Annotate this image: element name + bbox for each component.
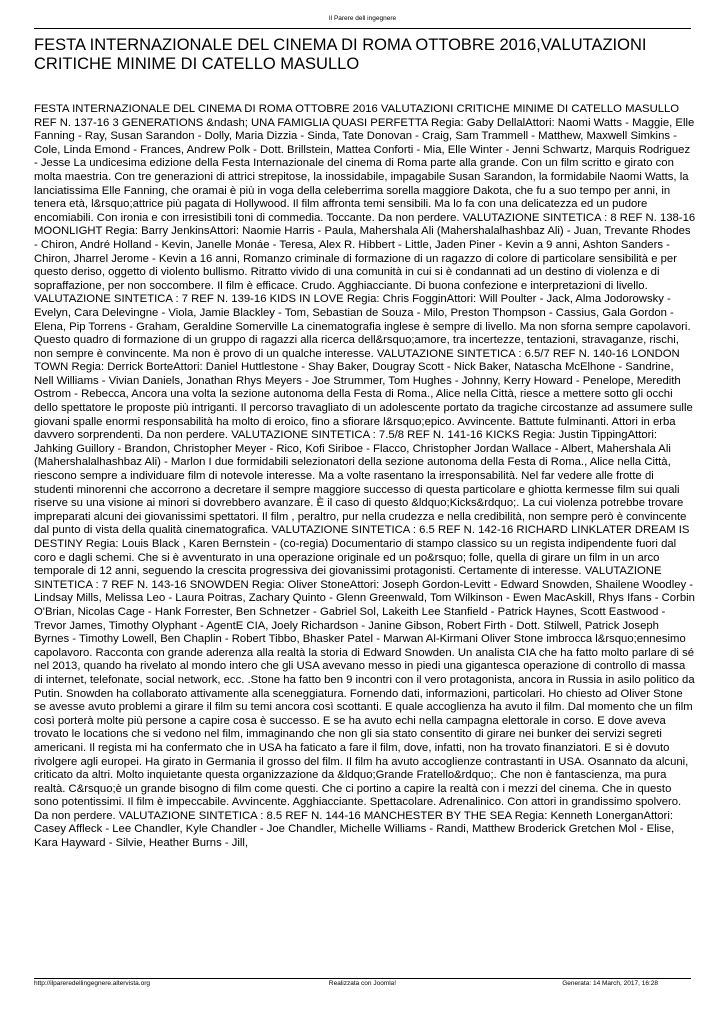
- footer-site-url: http://ilpareredellingegnere.altervista.org: [34, 980, 150, 987]
- footer-generated-date: Generata: 14 March, 2017, 16:28: [562, 980, 658, 987]
- header-divider: [34, 28, 691, 29]
- page-footer: [34, 979, 691, 989]
- footer-made-with: Realizzata con Joomla!: [328, 980, 397, 987]
- article-title: FESTA INTERNAZIONALE DEL CINEMA DI ROMA OTTOBRE 2016,VALUTAZIONI CRITICHE MINIME DI CATELLO MASULLO: [34, 36, 647, 73]
- article-body: FESTA INTERNAZIONALE DEL CINEMA DI ROMA OTTOBRE 2016 VALUTAZIONI CRITICHE MINIME DI CATELLO MASULLO REF N. 137-16 3 GENERATIONS &ndash; UNA FAMIGLIA QUASI PERFETTA Regia: Gaby DellalAttori: Naomi Watts - Maggie, Elle Fanning - Ray, Susan Sarandon - Dolly, Maria Dizzia - Sinda, Tate Donovan - Craig, Sam Trammell - Matthew, Maxwell Simkins - Cole, Linda Emond - Frances, Andrew Polk - Dott. Brillstein, Mattea Conforti - Mia, Elle Winter - Jenni Schwartz, Marquis Rodriguez - Jesse La undicesima edizione della Festa Internazionale del cinema di Roma parte alla grande. Con un film scritto e girato con molta maestria. Con tre generazioni di attrici strepitose, la inossidabile, impagabile Susan Sarandon, la formidabile Naomi Watts, la lanciatissima Elle Fanning, che oramai è più in voga della celeberrima sorella maggiore Dakota, che fu a suo tempo per anni, in tenera età, l&rsquo;attrice più pagata di Hollywood. Il film affronta temi sensibili. Ma lo fa con una delicatezza ed un pudore encomiabili. Con ironia e con irresistibili toni di commedia. Toccante. Da non perdere. VALUTAZIONE SINTETICA : 8 REF N. 138-16 MOONLIGHT Regia: Barry JenkinsAttori: Naomie Harris - Paula, Mahershala Ali (Mahershalalhashbaz Ali) - Juan, Trevante Rhodes - Chiron, André Holland - Kevin, Janelle Monáe - Teresa, Alex R. Hibbert - Little, Jaden Piner - Kevin a 9 anni, Ashton Sanders - Chiron, Jharrel Jerome - Kevin a 16 anni, Romanzo criminale di formazione di un ragazzo di colore di particolare sensibilità e per questo deriso, oggetto di violento bullismo. Ritratto vivido di una comunità in cui si è condannati ad un destino di violenza e di sopraffazione, per non soccombere. Il film è efficace. Crudo. Agghiacciante. Di buona confezione e interpretazioni di livello. VALUTAZIONE SINTETICA : 7 REF N. 139-16 KIDS IN LOVE Regia: Chris FogginAttori: Will Poulter - Jack, Alma Jodorowsky - Evelyn, Cara Delevingne - Viola, Jamie Blackley - Tom, Sebastian de Souza - Milo, Preston Thompson - Cassius, Gala Gordon - Elena, Pip Torrens - Graham, Geraldine Somerville La cinematografia inglese è sempre di livello. Ma non sforna sempre capolavori. Questo quadro di formazione di un gruppo di ragazzi alla ricerca dell&rsquo;amore, tra incertezze, tentazioni, stravaganze, rischi, non sempre è convincente. Ma non è provo di un qualche interesse. VALUTAZIONE SINTETICA : 6.5/7 REF N. 140-16 LONDON TOWN Regia: Derrick BorteAttori: Daniel Huttlestone - Shay Baker, Dougray Scott - Nick Baker, Natascha McElhone - Sandrine, Nell Williams - Vivian Daniels, Jonathan Rhys Meyers - Joe Strummer, Tom Hughes - Johnny, Kerry Howard - Penelope, Meredith Ostrom - Rebecca, Ancora una volta la sezione autonoma della Festa di Roma., Alice nella Città, riesce a mettere sotto gli occhi dello spettatore le proposte più intriganti. Il percorso travagliato di un adolescente portato da tragiche circostanze ad assumere sulle giovani spalle enormi responsabilità ha molto di eroico, fino a sfiorare l&rsquo;epico. Avvincente. Battute fulminanti. Attori in erba davvero sorprendenti. Da non perdere. VALUTAZIONE SINTETICA : 7.5/8 REF N. 141-16 KICKS Regia: Justin TippingAttori: Jahking Guillory - Brandon, Christopher Meyer - Rico, Kofi Siriboe - Flacco, Christopher Jordan Wallace - Albert, Mahershala Ali (Mahershalalhashbaz Ali) - Marlon I due formidabili selezionatori della sezione autonoma della Festa di Roma., Alice nella Città, riescono sempre a individuare film di notevole interesse. Ma a volte rasentano la irresponsabilità. Nel far vedere alle frotte di studenti minorenni che accorrono a decretare il sempre maggiore successo di questa particolare e ghiotta kermesse film sui quali riserve su una visione ai minori si dovrebbero avanzare. È il caso di questo &ldquo;Kicks&rdquo;. La cui violenza potrebbe trovare impreparati alcuni dei giovanissimi spettatori. Il film , peraltro, pur nella crudezza e nella credibilità, non sempre però è convincente dal punto di vista della qualità cinematografica. VALUTAZIONE SINTETICA : 6.5 REF N. 142-16 RICHARD LINKLATER DREAM IS DESTINY Regia: Louis Black , Karen Bernstein - (co-regia) Documentario di stampo classico su un regista indipendente fuori dal coro e dagli schemi. Che si è avventurato in una operazione originale ed un po&rsquo; folle, quella di girare un film in un arco temporale di 12 anni, seguendo la crescita progressiva dei giovanissimi protagonisti. Certamente di interesse. VALUTAZIONE SINTETICA : 7 REF N. 143-16 SNOWDEN Regia: Oliver StoneAttori: Joseph Gordon-Levitt - Edward Snowden, Shailene Woodley - Lindsay Mills, Melissa Leo - Laura Poitras, Zachary Quinto - Glenn Greenwald, Tom Wilkinson - Ewen MacAskill, Rhys Ifans - Corbin O'Brian, Nicolas Cage - Hank Forrester, Ben Schnetzer - Gabriel Sol, Lakeith Lee Stanfield - Patrick Haynes, Scott Eastwood - Trevor James, Timothy Olyphant - AgentE CIA, Joely Richardson - Janine Gibson, Robert Firth - Dott. Stilwell, Patrick Joseph Byrnes - Timothy Lowell, Ben Chaplin - Robert Tibbo, Bhasker Patel - Marwan Al-Kirmani Oliver Stone imbrocca l&rsquo;ennesimo capolavoro. Racconta con grande aderenza alla realtà la storia di Edward Snowden. Un analista CIA che ha fatto molto parlare di sé nel 2013, quando ha rivelato al mondo intero che gli USA avevano messo in piedi una gigantesca operazione di controllo di massa di internet, telefonate, social network, ecc. .Stone ha fatto ben 9 incontri con il vero protagonista, ancora in Russia in asilo politico da Putin. Snowden ha collaborato attivamente alla sceneggiatura. Fornendo dati, informazioni, particolari. Ho chiesto ad Oliver Stone se avesse avuto problemi a girare il film su temi ancora così scottanti. E quale accoglienza ha avuto il film. Dal momento che un film così porterà molte più persone a capire cosa è successo. E se ha avuto echi nella campagna elettorale in corso. E dove aveva trovato le locations che si vedono nel film, immaginando che non gli sia stato consentito di girare nei bunker dei servizi segreti americani. Il regista mi ha confermato che in USA ha faticato a fare il film, dove, infatti, non ha trovato finanziatori. E si è dovuto rivolgere agli europei. Ha girato in Germania il grosso del film. Il film ha avuto accoglienze contrastanti in USA. Osannato da alcuni, criticato da altri. Molto inquietante questa organizzazione da &ldquo;Grande Fratello&rdquo;. Che non è fantascienza, ma pura realtà. C&rsquo;è un grande bisogno di film come questi. Che ci portino a capire la realtà con i mezzi del cinema. Che in questo sono potentissimi. Il film è impeccabile. Avvincente. Agghiacciante. Spettacolare. Adrenalinico. Con attori in grandissimo spolvero. Da non perdere. VALUTAZIONE SINTETICA : 8.5 REF N. 144-16 MANCHESTER BY THE SEA Regia: Kenneth LonerganAttori: Casey Affleck - Lee Chandler, Kyle Chandler - Joe Chandler, Michelle Williams - Randi, Matthew Broderick Gretchen Mol - Elise, Kara Hayward - Silvie, Heather Burns - Jill,: [34, 103, 696, 850]
- site-header: Il Parere dell ingegnere: [328, 15, 397, 22]
